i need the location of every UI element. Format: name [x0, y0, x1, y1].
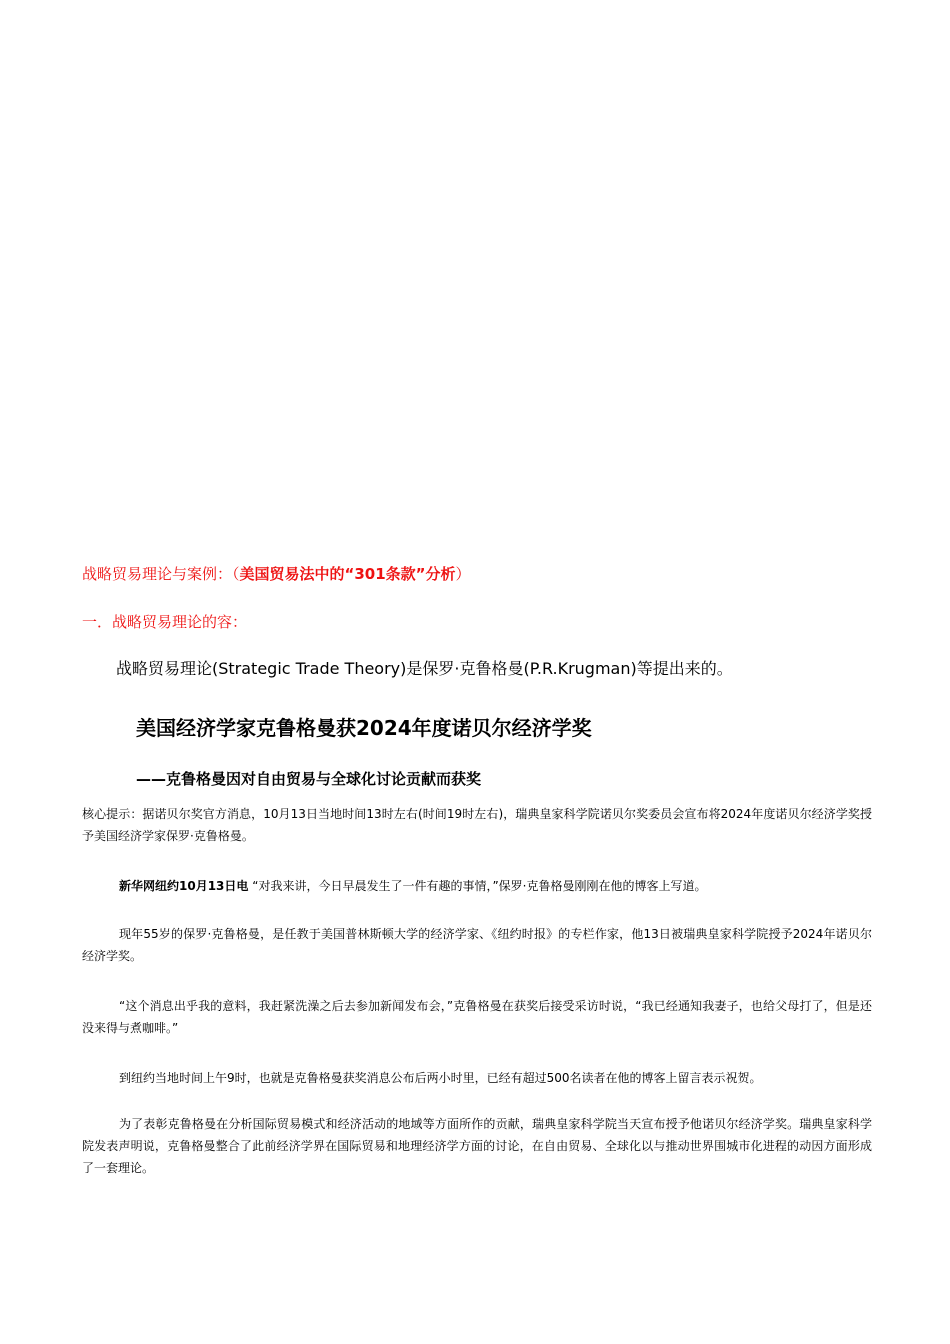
article-dateline: 新华网纽约10月13日电 [119, 879, 249, 893]
article-paragraph-text: “对我来讲，今日早晨发生了一件有趣的事情，”保罗·克鲁格曼刚刚在他的博客上写道。 [252, 879, 707, 893]
article-paragraph: 为了表彰克鲁格曼在分析国际贸易模式和经济活动的地域等方面所作的贡献，瑞典皇家科学院当天宣布授予他诺贝尔经济学奖。瑞典皇家科学院发表声明说，克鲁格曼整合了此前经济学界在国际贸易和地理经济学方面的讨论，在自由贸易、全球化以与推动世界围城市化进程的动因方面形成了一套理论。 [82, 1117, 872, 1175]
intro-paragraph: 战略贸易理论(Strategic Trade Theory)是保罗·克鲁格曼(P.R.Krugman)等提出来的。 [116, 659, 733, 678]
article-paragraph: 现年55岁的保罗·克鲁格曼，是任教于美国普林斯顿大学的经济学家、《纽约时报》的专栏作家，他13日被瑞典皇家科学院授予2024年诺贝尔经济学奖。 [82, 927, 872, 963]
article-paragraph: 到纽约当地时间上午9时，也就是克鲁格曼获奖消息公布后两小时里，已经有超过500名读者在他的博客上留言表示祝贺。 [119, 1071, 762, 1085]
article-paragraph [82, 875, 872, 897]
article-paragraph: “这个消息出乎我的意料，我赶紧洗澡之后去参加新闻发布会，”克鲁格曼在获奖后接受采访时说，“我已经通知我妻子，也给父母打了，但是还没来得与煮咖啡。” [82, 999, 872, 1035]
article-title: 美国经济学家克鲁格曼获2024年度诺贝尔经济学奖 [136, 716, 592, 740]
section-heading: 一．战略贸易理论的容： [82, 613, 248, 631]
document-title-suffix: ） [455, 565, 471, 583]
document-title [82, 563, 471, 585]
document-title-prefix: 战略贸易理论与案例：（ [82, 565, 240, 583]
article-summary: 核心提示：据诺贝尔奖官方消息，10月13日当地时间13时左右(时间19时左右)，瑞典皇家科学院诺贝尔奖委员会宣布将2024年度诺贝尔经济学奖授予美国经济学家保罗·克鲁格曼。 [82, 807, 872, 843]
document-title-bold: 美国贸易法中的“301条款”分析 [239, 565, 456, 583]
article-subtitle: ——克鲁格曼因对自由贸易与全球化讨论贡献而获奖 [136, 770, 482, 788]
